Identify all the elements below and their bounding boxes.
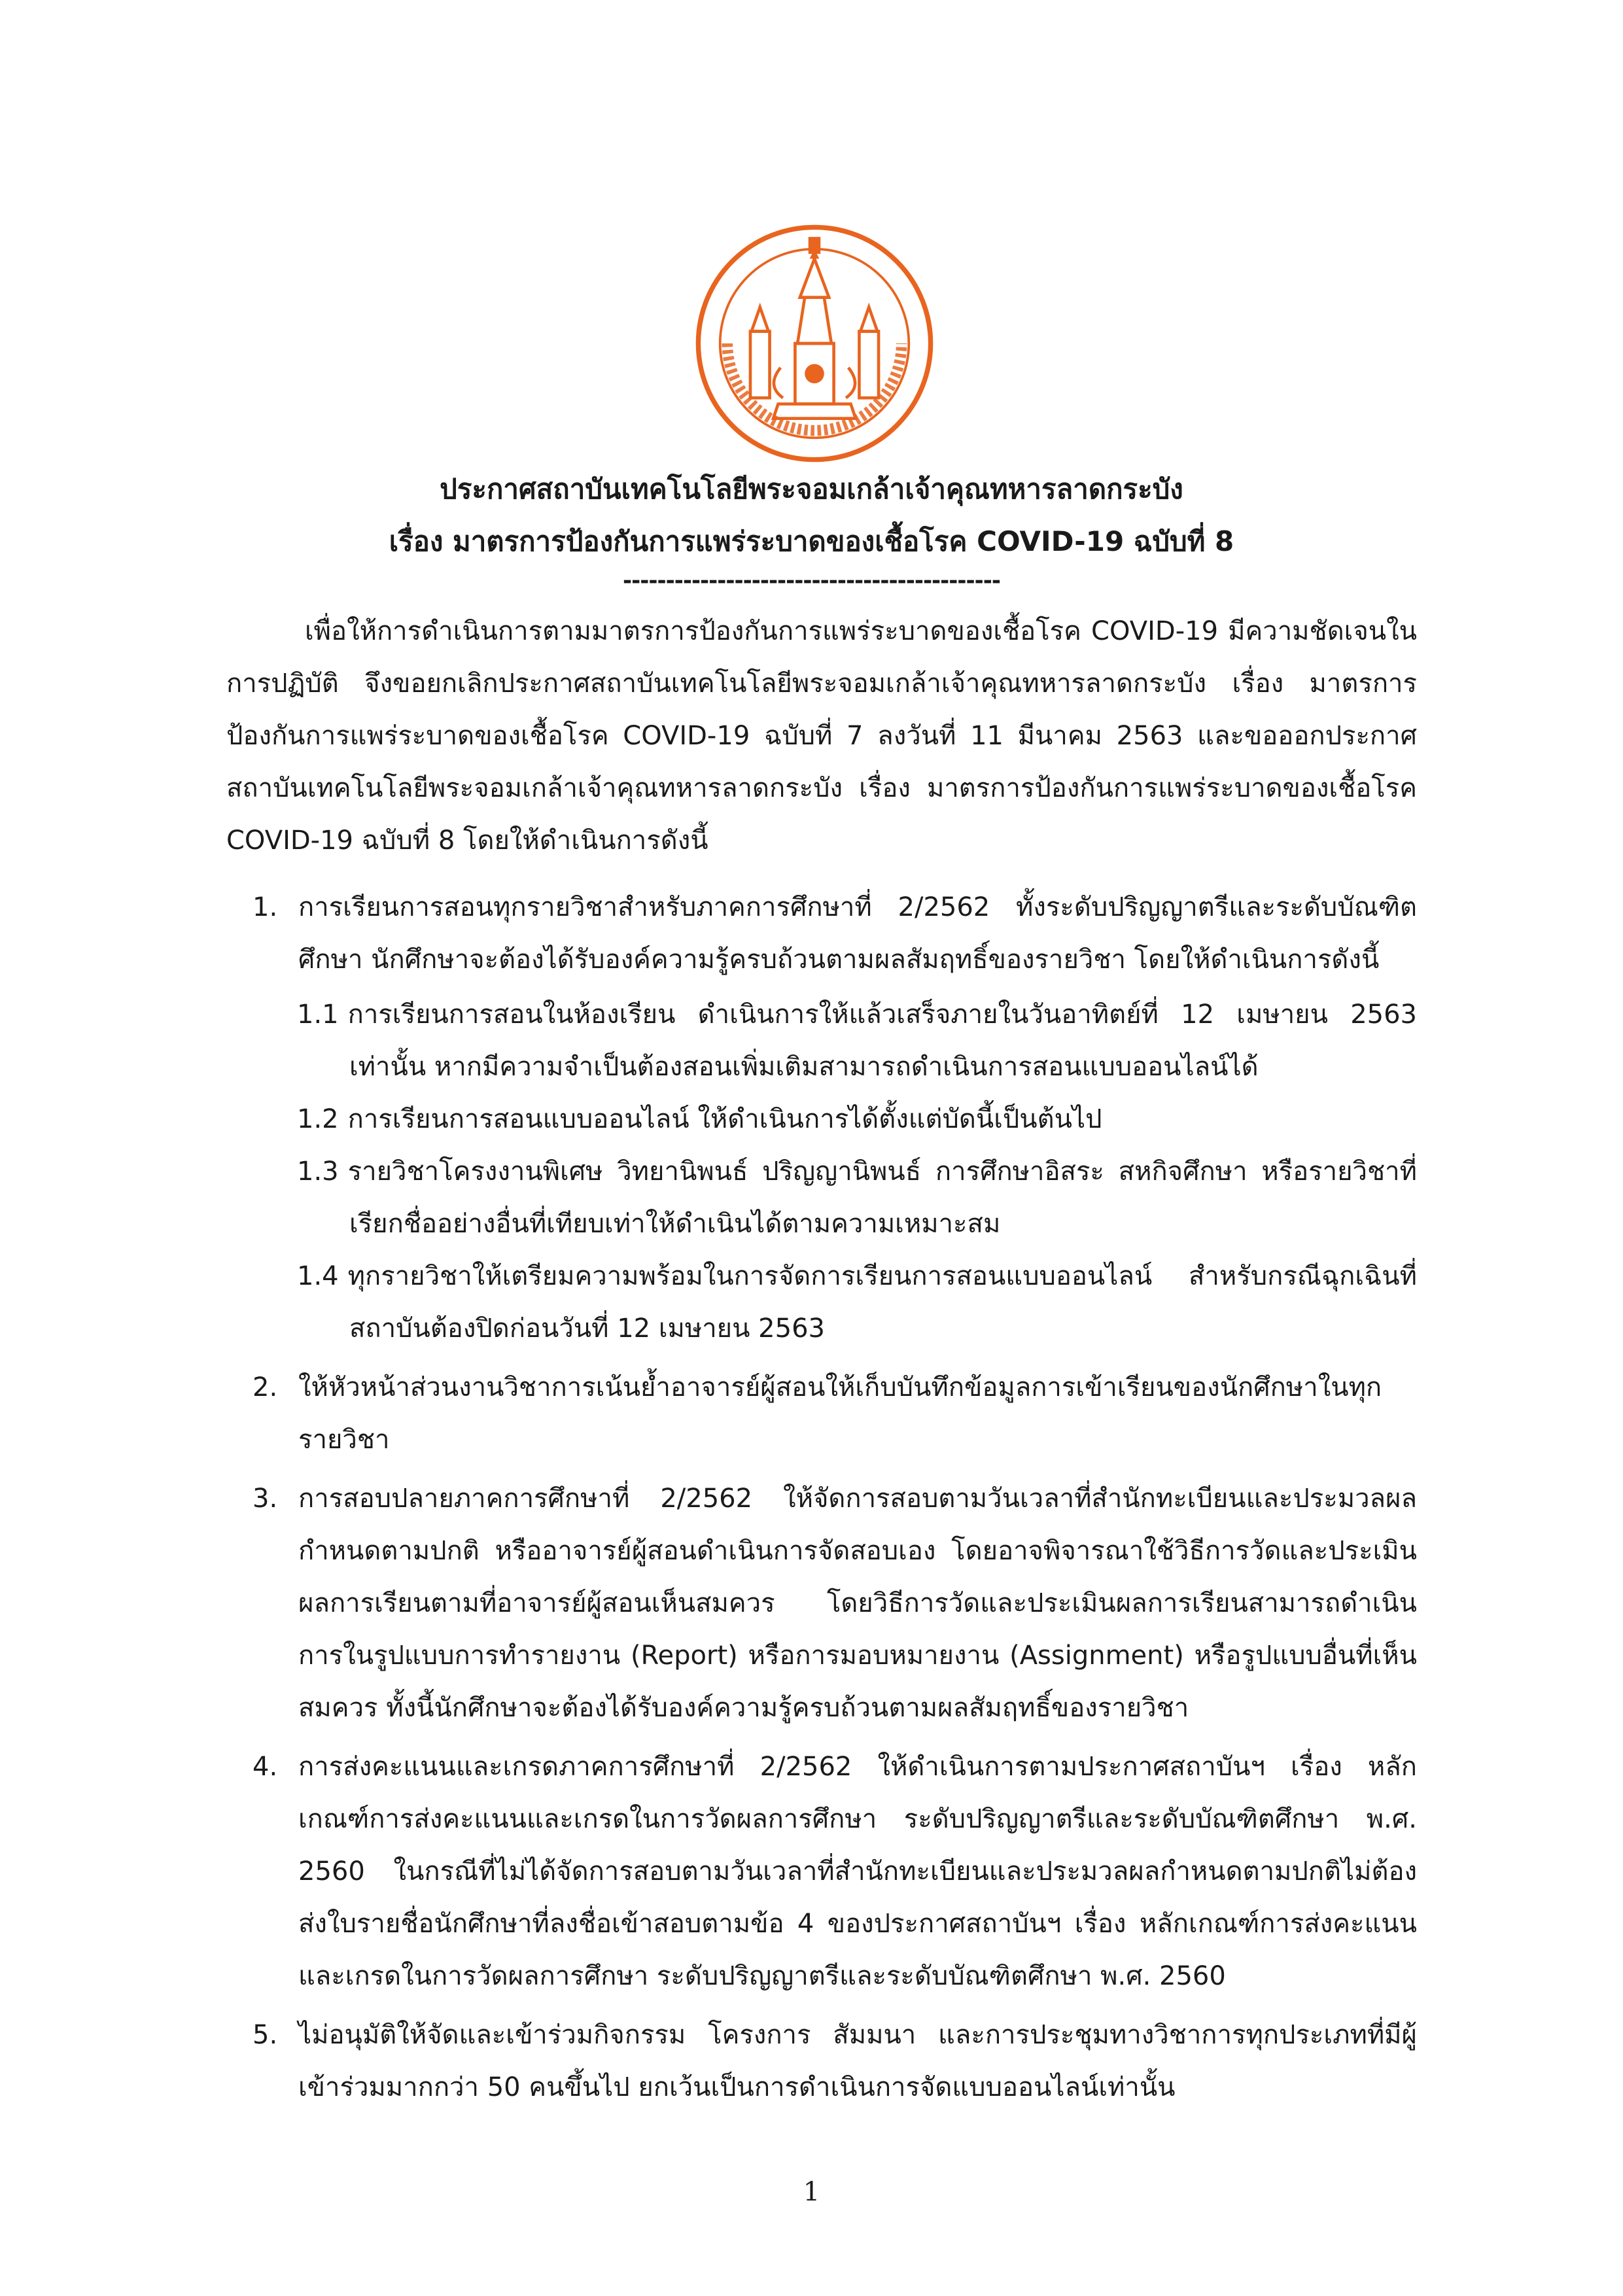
- item-text: การสอบปลายภาคการศึกษาที่ 2/2562 ให้จัดการสอบตามวันเวลาที่สำนักทะเบียนและประมวลผลกำหนดตามปกติ หรืออาจารย์ผู้สอนดำเนินการจัดสอบเอง โดยอาจพิจารณาใช้วิธีการวัดและประเมินผลการเรียนตามที่อาจารย์ผู้สอนเห็นสมควร โดยวิธีการวัดและประเมินผลการเรียนสามารถดำเนินการในรูปแบบการทำรายงาน (Report) หรือการมอบหมายงาน (Assignment) หรือรูปแบบอื่นที่เห็นสมควร ทั้งนี้นักศึกษาจะต้องได้รับองค์ความรู้ครบถ้วนตามผลสัมฤทธิ์ของรายวิชา: [298, 1484, 1417, 1723]
- sub-item-number: 1.2: [297, 1104, 339, 1134]
- sub-item-number: 1.3: [297, 1157, 339, 1187]
- sub-item-text: การเรียนการสอนในห้องเรียน ดำเนินการให้แล้วเสร็จภายในวันอาทิตย์ที่ 12 เมษายน 2563 เท่านั้น หากมีความจำเป็นต้องสอนเพิ่มเติมสามารถดำเนินการสอนแบบออนไลน์ได้: [347, 1000, 1417, 1082]
- announcement-body: [226, 605, 1417, 2120]
- item-number: 4.: [253, 1752, 278, 1782]
- item-number: 2.: [253, 1372, 278, 1402]
- title-line-1: ประกาศสถาบันเทคโนโลยีพระจอมเกล้าเจ้าคุณทหารลาดกระบัง: [440, 473, 1183, 505]
- list-item: [226, 1741, 1417, 2002]
- item-text: การส่งคะแนนและเกรดภาคการศึกษาที่ 2/2562 ให้ดำเนินการตามประกาศสถาบันฯ เรื่อง หลักเกณฑ์การส่งคะแนนและเกรดในการวัดผลการศึกษา ระดับปริญญาตรีและระดับบัณฑิตศึกษา พ.ศ. 2560 ในกรณีที่ไม่ได้จัดการสอบตามวันเวลาที่สำนักทะเบียนและประมวลผลกำหนดตามปกติไม่ต้องส่งใบรายชื่อนักศึกษาที่ลงชื่อเข้าสอบตามข้อ 4 ของประกาศสถาบันฯ เรื่อง หลักเกณฑ์การส่งคะแนนและเกรดในการวัดผลการศึกษา ระดับปริญญาตรีและระดับบัณฑิตศึกษา พ.ศ. 2560: [298, 1752, 1417, 1991]
- intro-paragraph: เพื่อให้การดำเนินการตามมาตรการป้องกันการแพร่ระบาดของเชื้อโรค COVID-19 มีความชัดเจนในการปฏิบัติ จึงขอยกเลิกประกาศสถาบันเทคโนโลยีพระจอมเกล้าเจ้าคุณทหารลาดกระบัง เรื่อง มาตรการป้องกันการแพร่ระบาดของเชื้อโรค COVID-19 ฉบับที่ 7 ลงวันที่ 11 มีนาคม 2563 และขอออกประกาศสถาบันเทคโนโลยีพระจอมเกล้าเจ้าคุณทหารลาดกระบัง เรื่อง มาตรการป้องกันการแพร่ระบาดของเชื้อโรค COVID-19 ฉบับที่ 8 โดยให้ดำเนินการดังนี้: [226, 616, 1417, 856]
- list-item: [226, 1361, 1417, 1466]
- item-text: การเรียนการสอนทุกรายวิชาสำหรับภาคการศึกษาที่ 2/2562 ทั้งระดับปริญญาตรีและระดับบัณฑิตศึกษา นักศึกษาจะต้องได้รับองค์ความรู้ครบถ้วนตามผลสัมฤทธิ์ของรายวิชา โดยให้ดำเนินการดังนี้: [298, 892, 1417, 975]
- list-item: [226, 1472, 1417, 1734]
- title-underline: --------------------------------------------: [623, 568, 1000, 594]
- item-number: 5.: [253, 2020, 278, 2050]
- item-text: ให้หัวหน้าส่วนงานวิชาการเน้นย้ำอาจารย์ผู้สอนให้เก็บบันทึกข้อมูลการเข้าเรียนของนักศึกษาในทุกรายวิชา: [298, 1372, 1382, 1455]
- sub-item-text: การเรียนการสอนแบบออนไลน์ ให้ดำเนินการได้ตั้งแต่บัดนี้เป็นต้นไป: [347, 1104, 1102, 1134]
- sub-item: [297, 1093, 1417, 1145]
- list-item: [226, 2009, 1417, 2113]
- list-item: [226, 881, 1417, 1355]
- item-number: 1.: [253, 892, 278, 922]
- title-line-2: เรื่อง มาตรการป้องกันการแพร่ระบาดของเชื้อโรค COVID-19 ฉบับที่ 8: [389, 525, 1234, 557]
- page-number: 1: [803, 2177, 820, 2207]
- announcement-title: [0, 463, 1623, 594]
- sub-item-number: 1.4: [297, 1261, 339, 1291]
- item-number: 3.: [253, 1484, 278, 1514]
- sub-list: [298, 988, 1417, 1355]
- sub-item: [297, 1145, 1417, 1250]
- sub-item-number: 1.1: [297, 1000, 339, 1030]
- sub-item-text: รายวิชาโครงงานพิเศษ วิทยานิพนธ์ ปริญญานิพนธ์ การศึกษาอิสระ สหกิจศึกษา หรือรายวิชาที่เรียกชื่ออย่างอื่นที่เทียบเท่าให้ดำเนินได้ตามความเหมาะสม: [347, 1157, 1417, 1239]
- sub-item: [297, 1250, 1417, 1355]
- item-text: ไม่อนุมัติให้จัดและเข้าร่วมกิจกรรม โครงการ สัมมนา และการประชุมทางวิชาการทุกประเภทที่มีผู้เข้าร่วมมากกว่า 50 คนขึ้นไป ยกเว้นเป็นการดำเนินการจัดแบบออนไลน์เท่านั้น: [298, 2020, 1417, 2102]
- sub-item-text: ทุกรายวิชาให้เตรียมความพร้อมในการจัดการเรียนการสอนแบบออนไลน์ สำหรับกรณีฉุกเฉินที่สถาบันต้องปิดก่อนวันที่ 12 เมษายน 2563: [347, 1261, 1417, 1344]
- kmitl-seal-icon: [693, 222, 935, 464]
- sub-item: [297, 988, 1417, 1093]
- measures-list: [226, 881, 1417, 2113]
